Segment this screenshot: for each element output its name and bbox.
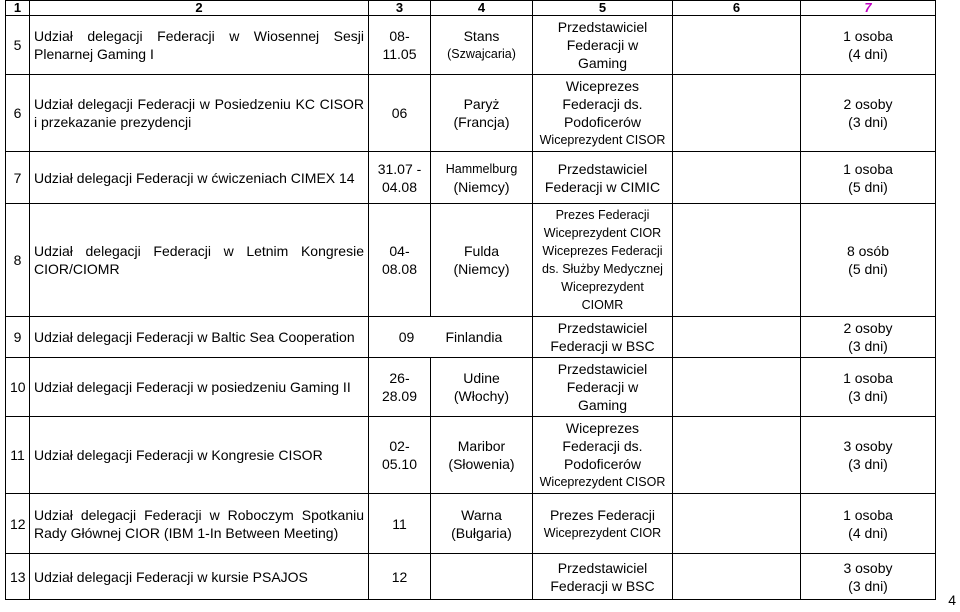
event-cell: Udział delegacji Federacji w ćwiczeniach CIMEX 14 [30,152,369,204]
persons-line: 1 osoba [843,370,893,386]
event-cell: Udział delegacji Federacji w kursie PSAJOS [30,554,369,600]
date-cell: 08-11.05 [369,16,431,75]
row-number: 13 [6,554,30,600]
event-cell: Udział delegacji Federacji w Baltic Sea Cooperation [30,317,369,358]
table-row [6,75,936,152]
delegation-cell [533,417,673,494]
persons-line: 2 osoby [843,320,893,336]
row-number: 11 [6,417,30,494]
place-line: Stans [463,28,500,44]
delegation-line: Przedstawiciel [557,19,648,35]
persons-line: 1 osoba [843,28,893,44]
header-cell: 3 [369,1,431,16]
header-cell: 1 [6,1,30,16]
table-row [6,494,936,554]
delegation-line: ds. Służby Medycznej [542,262,663,276]
empty-cell [673,75,801,152]
delegation-cell [533,152,673,204]
delegation-line: CIOMR [581,298,624,312]
empty-cell [673,317,801,358]
persons-cell [801,554,936,600]
delegation-line: Wiceprezes Federacji [542,244,663,258]
delegation-line: Wiceprezydent CISOR [539,133,666,147]
persons-line: 1 osoba [843,506,893,523]
persons-line: (4 dni) [848,524,888,541]
table-row [6,152,936,204]
header-cell: 4 [431,1,533,16]
delegation-cell [533,494,673,554]
schedule-table [5,0,936,600]
persons-cell [801,152,936,204]
delegation-line: Federacji w BSC [550,338,655,354]
place-cell [431,554,533,600]
persons-cell [801,494,936,554]
row-number: 5 [6,16,30,75]
place-line: Fulda [463,243,500,259]
date-value: 09 [398,329,415,345]
persons-line: (5 dni) [848,178,888,195]
delegation-line: Wiceprezydent CIOR [543,226,662,240]
delegation-line: Przedstawiciel [557,559,648,576]
event-cell: Udział delegacji Federacji w Kongresie CISOR [30,417,369,494]
persons-cell [801,75,936,152]
date-cell: 26-28.09 [369,358,431,417]
persons-line: (5 dni) [848,261,888,277]
place-line: Paryż [463,96,500,112]
table-row [6,317,936,358]
table-row [6,554,936,600]
empty-cell [673,16,801,75]
date-cell: 02-05.10 [369,417,431,494]
place-line: (Francja) [453,114,510,130]
header-cell: 7 [801,1,936,16]
delegation-line: Gaming [577,397,628,413]
empty-cell [673,358,801,417]
row-number: 7 [6,152,30,204]
delegation-line: Wiceprezydent [561,280,644,294]
place-line: (Bułgaria) [451,524,512,541]
date-place-cell [369,317,533,358]
place-line: Warna [461,506,502,523]
delegation-cell [533,75,673,152]
date-cell: 06 [369,75,431,152]
place-cell [431,75,533,152]
persons-line: 1 osoba [843,160,893,177]
header-cell: 2 [30,1,369,16]
page-number: 4 [948,592,956,608]
persons-line: 3 osoby [843,438,893,454]
delegation-cell [533,554,673,600]
persons-line: (4 dni) [848,46,888,62]
delegation-line: Prezes Federacji [549,506,656,523]
place-cell [431,204,533,317]
delegation-line: Federacji w [566,379,639,395]
row-number: 9 [6,317,30,358]
delegation-cell [533,358,673,417]
delegation-cell [533,204,673,317]
delegation-line: Prezes Federacji [555,208,650,222]
place-line: (Niemcy) [453,178,510,195]
persons-cell [801,16,936,75]
place-line: Udine [463,370,500,386]
place-cell [431,152,533,204]
persons-line: (3 dni) [848,456,888,472]
header-row [6,1,936,16]
header-cell: 5 [533,1,673,16]
delegation-line: Przedstawiciel [557,160,648,177]
delegation-line: Wiceprezydent CISOR [539,475,666,489]
persons-line: 2 osoby [843,96,893,112]
delegation-line: Federacji w BSC [550,577,655,594]
delegation-line: Przedstawiciel [557,361,648,377]
place-cell [431,358,533,417]
persons-line: (3 dni) [848,338,888,354]
header-cell: 6 [673,1,801,16]
empty-cell [673,554,801,600]
date-cell: 31.07 - 04.08 [369,152,431,204]
persons-line: 8 osób [846,243,890,259]
row-number: 6 [6,75,30,152]
event-cell: Udział delegacji Federacji w Roboczym Spotkaniu Rady Głównej CIOR (IBM 1-In Between Meeting) [30,494,369,554]
delegation-line: Przedstawiciel [557,320,648,336]
empty-cell [673,417,801,494]
delegation-line: Gaming [577,55,628,71]
delegation-cell [533,317,673,358]
delegation-cell [533,16,673,75]
empty-cell [673,494,801,554]
delegation-line: Wiceprezydent CIOR [543,525,662,540]
delegation-line: Federacji w [566,37,639,53]
date-cell: 12 [369,554,431,600]
delegation-line: Federacji w CIMIC [544,178,661,195]
event-cell: Udział delegacji Federacji w Wiosennej Sesji Plenarnej Gaming I [30,16,369,75]
table-row [6,204,936,317]
delegation-line: Podoficerów [563,456,642,472]
delegation-line: Federacji ds. [562,438,643,454]
persons-line: (3 dni) [848,114,888,130]
place-line: (Włochy) [453,388,510,404]
table-row [6,417,936,494]
place-line: (Niemcy) [453,261,510,277]
persons-cell [801,204,936,317]
persons-line: 3 osoby [843,559,893,576]
row-number: 12 [6,494,30,554]
place-line: (Szwajcaria) [447,47,516,61]
empty-cell [673,204,801,317]
delegation-line: Wiceprezes [565,78,640,94]
event-cell: Udział delegacji Federacji w Letnim Kongresie CIOR/CIOMR [30,204,369,317]
persons-line: (3 dni) [848,577,888,594]
persons-cell [801,358,936,417]
table-row [6,16,936,75]
date-cell: 04-08.08 [369,204,431,317]
event-cell: Udział delegacji Federacji w Posiedzeniu KC CISOR i przekazanie prezydencji [30,75,369,152]
delegation-line: Podoficerów [563,114,642,130]
row-number: 8 [6,204,30,317]
table-row [6,358,936,417]
row-number: 10 [6,358,30,417]
persons-line: (3 dni) [848,388,888,404]
place-line: Hammelburg [445,161,518,176]
empty-cell [673,152,801,204]
delegation-line: Wiceprezes [565,420,640,436]
delegation-line: Federacji ds. [562,96,643,112]
place-line: (Słowenia) [448,456,515,472]
persons-cell [801,317,936,358]
place-line: Maribor [457,438,506,454]
persons-cell [801,417,936,494]
place-cell [431,417,533,494]
date-cell: 11 [369,494,431,554]
place-line: Finlandia [445,329,503,345]
event-cell: Udział delegacji Federacji w posiedzeniu Gaming II [30,358,369,417]
place-cell [431,494,533,554]
place-cell [431,16,533,75]
